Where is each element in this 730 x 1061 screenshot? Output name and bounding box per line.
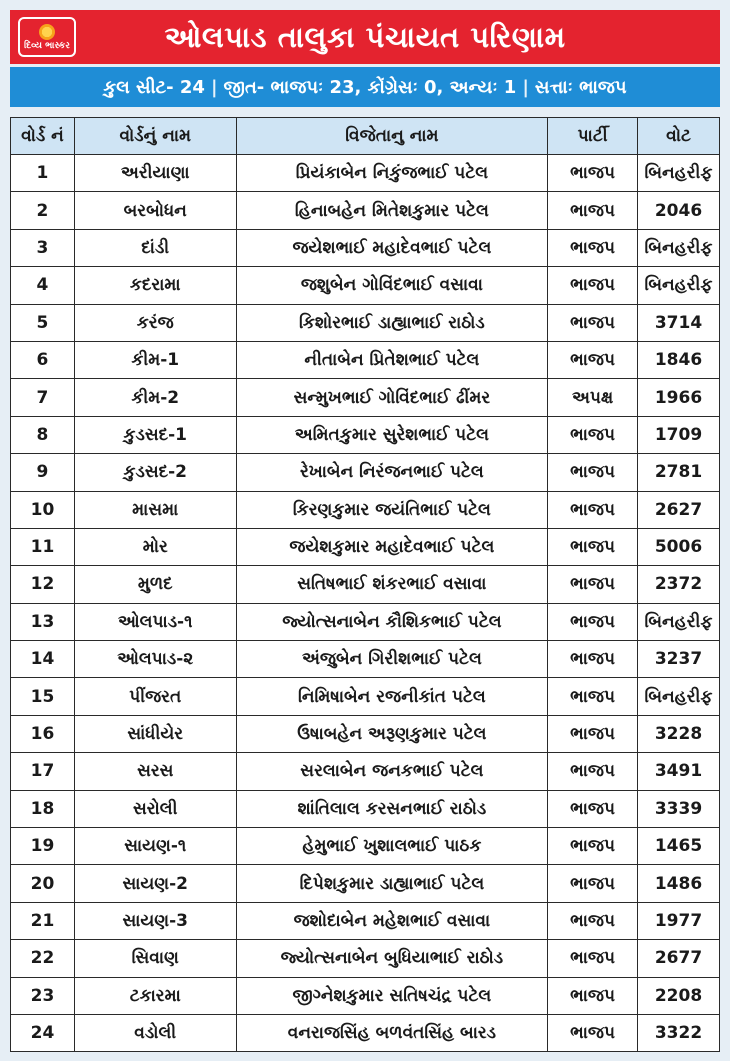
cell-winner-name: જશુબેન ગોવિંદભાઈ વસાવા <box>236 267 548 304</box>
cell-winner-name: જશોદાબેન મહેશભાઈ વસાવા <box>236 902 548 939</box>
cell-ward-no: 12 <box>11 566 75 603</box>
cell-party: ભાજપ <box>548 977 638 1014</box>
header-winner-name: વિજેતાનુ નામ <box>236 118 548 155</box>
cell-winner-name: પ્રિયંકાબેન નિકુંજભાઈ પટેલ <box>236 155 548 192</box>
table-row <box>11 753 720 790</box>
cell-votes: બિનહરીફ <box>638 267 720 304</box>
cell-votes: બિનહરીફ <box>638 155 720 192</box>
cell-ward-no: 1 <box>11 155 75 192</box>
cell-ward-no: 13 <box>11 603 75 640</box>
cell-winner-name: જયેશભાઈ મહાદેવભાઈ પટેલ <box>236 229 548 266</box>
table-row <box>11 491 720 528</box>
cell-party: ભાજપ <box>548 229 638 266</box>
table-row <box>11 416 720 453</box>
cell-votes: 3237 <box>638 641 720 678</box>
cell-votes: 1846 <box>638 341 720 378</box>
cell-winner-name: દિપેશકુમાર ડાહ્યાભાઈ પટેલ <box>236 865 548 902</box>
cell-ward-no: 24 <box>11 1014 75 1051</box>
table-header-row <box>11 118 720 155</box>
cell-ward-name: કરંજ <box>74 304 236 341</box>
results-table <box>10 117 720 1052</box>
sun-logo-icon <box>39 24 55 40</box>
cell-ward-name: સિવાણ <box>74 940 236 977</box>
cell-party: ભાજપ <box>548 865 638 902</box>
summary-power: સત્તાઃ ભાજપ <box>534 76 627 98</box>
cell-ward-name: સાંધીયેર <box>74 715 236 752</box>
cell-winner-name: કિરણકુમાર જયંતિભાઈ પટેલ <box>236 491 548 528</box>
cell-votes: 2046 <box>638 192 720 229</box>
cell-votes: બિનહરીફ <box>638 229 720 266</box>
cell-winner-name: નિમિષાબેન રજનીકાંત પટેલ <box>236 678 548 715</box>
header-votes: વોટ <box>638 118 720 155</box>
table-row <box>11 603 720 640</box>
cell-ward-name: કીમ-2 <box>74 379 236 416</box>
cell-party: ભાજપ <box>548 528 638 565</box>
cell-votes: 3714 <box>638 304 720 341</box>
cell-ward-no: 11 <box>11 528 75 565</box>
cell-ward-no: 20 <box>11 865 75 902</box>
header-ward-name: વોર્ડનું નામ <box>74 118 236 155</box>
table-row <box>11 454 720 491</box>
table-row <box>11 865 720 902</box>
divya-bhaskar-logo <box>18 17 76 57</box>
summary-separator: | <box>210 76 218 98</box>
table-row <box>11 267 720 304</box>
page-title: ઓલપાડ તાલુકા પંચાયત પરિણામ <box>164 19 566 54</box>
cell-winner-name: સરલાબેન જનકભાઈ પટેલ <box>236 753 548 790</box>
cell-ward-name: કુડસદ-1 <box>74 416 236 453</box>
cell-votes: 2372 <box>638 566 720 603</box>
cell-winner-name: જ્યોત્સનાબેન બુધિયાભાઈ રાઠોડ <box>236 940 548 977</box>
cell-winner-name: ઉષાબહેન અરૂણકુમાર પટેલ <box>236 715 548 752</box>
cell-party: ભાજપ <box>548 1014 638 1051</box>
cell-votes: 3491 <box>638 753 720 790</box>
cell-party: ભાજપ <box>548 603 638 640</box>
cell-votes: 1486 <box>638 865 720 902</box>
cell-ward-name: સાયણ-3 <box>74 902 236 939</box>
cell-votes: 5006 <box>638 528 720 565</box>
cell-party: ભાજપ <box>548 828 638 865</box>
table-row <box>11 566 720 603</box>
results-table-body <box>11 155 720 1052</box>
table-row <box>11 828 720 865</box>
cell-ward-name: બરબોધન <box>74 192 236 229</box>
cell-votes: 1977 <box>638 902 720 939</box>
logo-text: દિવ્ય ભાસ્કર <box>24 40 70 51</box>
summary-won-seats: જીત- ભાજપઃ 23, કોંગ્રેસઃ 0, અન્યઃ 1 <box>223 76 517 98</box>
summary-bar <box>10 67 720 107</box>
cell-ward-no: 3 <box>11 229 75 266</box>
cell-ward-name: સાયણ-૧ <box>74 828 236 865</box>
cell-ward-no: 14 <box>11 641 75 678</box>
cell-votes: 1709 <box>638 416 720 453</box>
cell-ward-name: સરોલી <box>74 790 236 827</box>
cell-ward-no: 10 <box>11 491 75 528</box>
cell-ward-name: વડોલી <box>74 1014 236 1051</box>
cell-winner-name: હિનાબહેન મિતેશકુમાર પટેલ <box>236 192 548 229</box>
cell-winner-name: અમિતકુમાર સુરેશભાઈ પટેલ <box>236 416 548 453</box>
table-row <box>11 192 720 229</box>
cell-votes: બિનહરીફ <box>638 603 720 640</box>
cell-party: ભાજપ <box>548 304 638 341</box>
cell-ward-no: 22 <box>11 940 75 977</box>
cell-party: ભાજપ <box>548 454 638 491</box>
cell-votes: 1465 <box>638 828 720 865</box>
table-row <box>11 341 720 378</box>
cell-winner-name: અંજુબેન ગિરીશભાઈ પટેલ <box>236 641 548 678</box>
cell-ward-name: ઓલપાડ-૨ <box>74 641 236 678</box>
cell-ward-no: 19 <box>11 828 75 865</box>
table-row <box>11 678 720 715</box>
cell-winner-name: રેખાબેન નિરંજનભાઈ પટેલ <box>236 454 548 491</box>
cell-winner-name: નીતાબેન પ્રિતેશભાઈ પટેલ <box>236 341 548 378</box>
table-row <box>11 715 720 752</box>
cell-party: ભાજપ <box>548 790 638 827</box>
cell-ward-name: માસમા <box>74 491 236 528</box>
cell-winner-name: જીગ્નેશકુમાર સતિષચંદ્ર પટેલ <box>236 977 548 1014</box>
cell-party: અપક્ષ <box>548 379 638 416</box>
cell-ward-no: 18 <box>11 790 75 827</box>
cell-winner-name: સન્મુખભાઈ ગોવિંદભાઈ ઢીંમર <box>236 379 548 416</box>
table-row <box>11 977 720 1014</box>
cell-party: ભાજપ <box>548 902 638 939</box>
cell-party: ભાજપ <box>548 940 638 977</box>
cell-party: ભાજપ <box>548 678 638 715</box>
title-bar <box>10 10 720 64</box>
table-row <box>11 304 720 341</box>
cell-ward-name: ઓલપાડ-૧ <box>74 603 236 640</box>
table-row <box>11 1014 720 1051</box>
cell-votes: 1966 <box>638 379 720 416</box>
cell-party: ભાજપ <box>548 491 638 528</box>
table-row <box>11 528 720 565</box>
cell-ward-name: ટકારમા <box>74 977 236 1014</box>
cell-votes: 3228 <box>638 715 720 752</box>
table-row <box>11 379 720 416</box>
cell-party: ભાજપ <box>548 416 638 453</box>
cell-ward-no: 21 <box>11 902 75 939</box>
cell-party: ભાજપ <box>548 753 638 790</box>
cell-party: ભાજપ <box>548 715 638 752</box>
cell-votes: 3339 <box>638 790 720 827</box>
cell-votes: બિનહરીફ <box>638 678 720 715</box>
cell-winner-name: જ્યોત્સનાબેન કૌશિકભાઈ પટેલ <box>236 603 548 640</box>
cell-party: ભાજપ <box>548 641 638 678</box>
table-row <box>11 155 720 192</box>
cell-winner-name: કિશોરભાઈ ડાહ્યાભાઈ રાઠોડ <box>236 304 548 341</box>
cell-votes: 2781 <box>638 454 720 491</box>
cell-party: ભાજપ <box>548 341 638 378</box>
cell-ward-name: પીંજરત <box>74 678 236 715</box>
cell-party: ભાજપ <box>548 566 638 603</box>
cell-party: ભાજપ <box>548 192 638 229</box>
cell-ward-name: સરસ <box>74 753 236 790</box>
table-row <box>11 790 720 827</box>
cell-ward-no: 9 <box>11 454 75 491</box>
cell-ward-no: 16 <box>11 715 75 752</box>
cell-ward-no: 23 <box>11 977 75 1014</box>
table-row <box>11 902 720 939</box>
cell-winner-name: જયેશકુમાર મહાદેવભાઈ પટેલ <box>236 528 548 565</box>
cell-ward-no: 17 <box>11 753 75 790</box>
header-ward-no: વોર્ડ નં <box>11 118 75 155</box>
cell-ward-name: મોર <box>74 528 236 565</box>
cell-ward-name: મુળદ <box>74 566 236 603</box>
cell-votes: 2677 <box>638 940 720 977</box>
cell-party: ભાજપ <box>548 267 638 304</box>
cell-winner-name: સતિષભાઈ શંકરભાઈ વસાવા <box>236 566 548 603</box>
cell-ward-name: કીમ-1 <box>74 341 236 378</box>
cell-ward-name: દાંડી <box>74 229 236 266</box>
cell-ward-name: કુડસદ-2 <box>74 454 236 491</box>
table-row <box>11 229 720 266</box>
cell-ward-name: કદરામા <box>74 267 236 304</box>
cell-votes: 2208 <box>638 977 720 1014</box>
cell-winner-name: શાંતિલાલ કરસનભાઈ રાઠોડ <box>236 790 548 827</box>
summary-separator: | <box>522 76 529 98</box>
cell-ward-no: 15 <box>11 678 75 715</box>
summary-total-seats: કુલ સીટ- 24 <box>103 76 205 98</box>
cell-party: ભાજપ <box>548 155 638 192</box>
cell-votes: 2627 <box>638 491 720 528</box>
cell-ward-no: 5 <box>11 304 75 341</box>
table-row <box>11 641 720 678</box>
cell-ward-no: 7 <box>11 379 75 416</box>
table-row <box>11 940 720 977</box>
cell-ward-name: અરીયાણા <box>74 155 236 192</box>
cell-ward-no: 8 <box>11 416 75 453</box>
cell-votes: 3322 <box>638 1014 720 1051</box>
cell-ward-name: સાયણ-2 <box>74 865 236 902</box>
header-party: પાર્ટી <box>548 118 638 155</box>
cell-ward-no: 6 <box>11 341 75 378</box>
cell-winner-name: હેમુભાઈ ખુશાલભાઈ પાઠક <box>236 828 548 865</box>
cell-ward-no: 4 <box>11 267 75 304</box>
cell-ward-no: 2 <box>11 192 75 229</box>
cell-winner-name: વનરાજસિંહ બળવંતસિંહ બારડ <box>236 1014 548 1051</box>
